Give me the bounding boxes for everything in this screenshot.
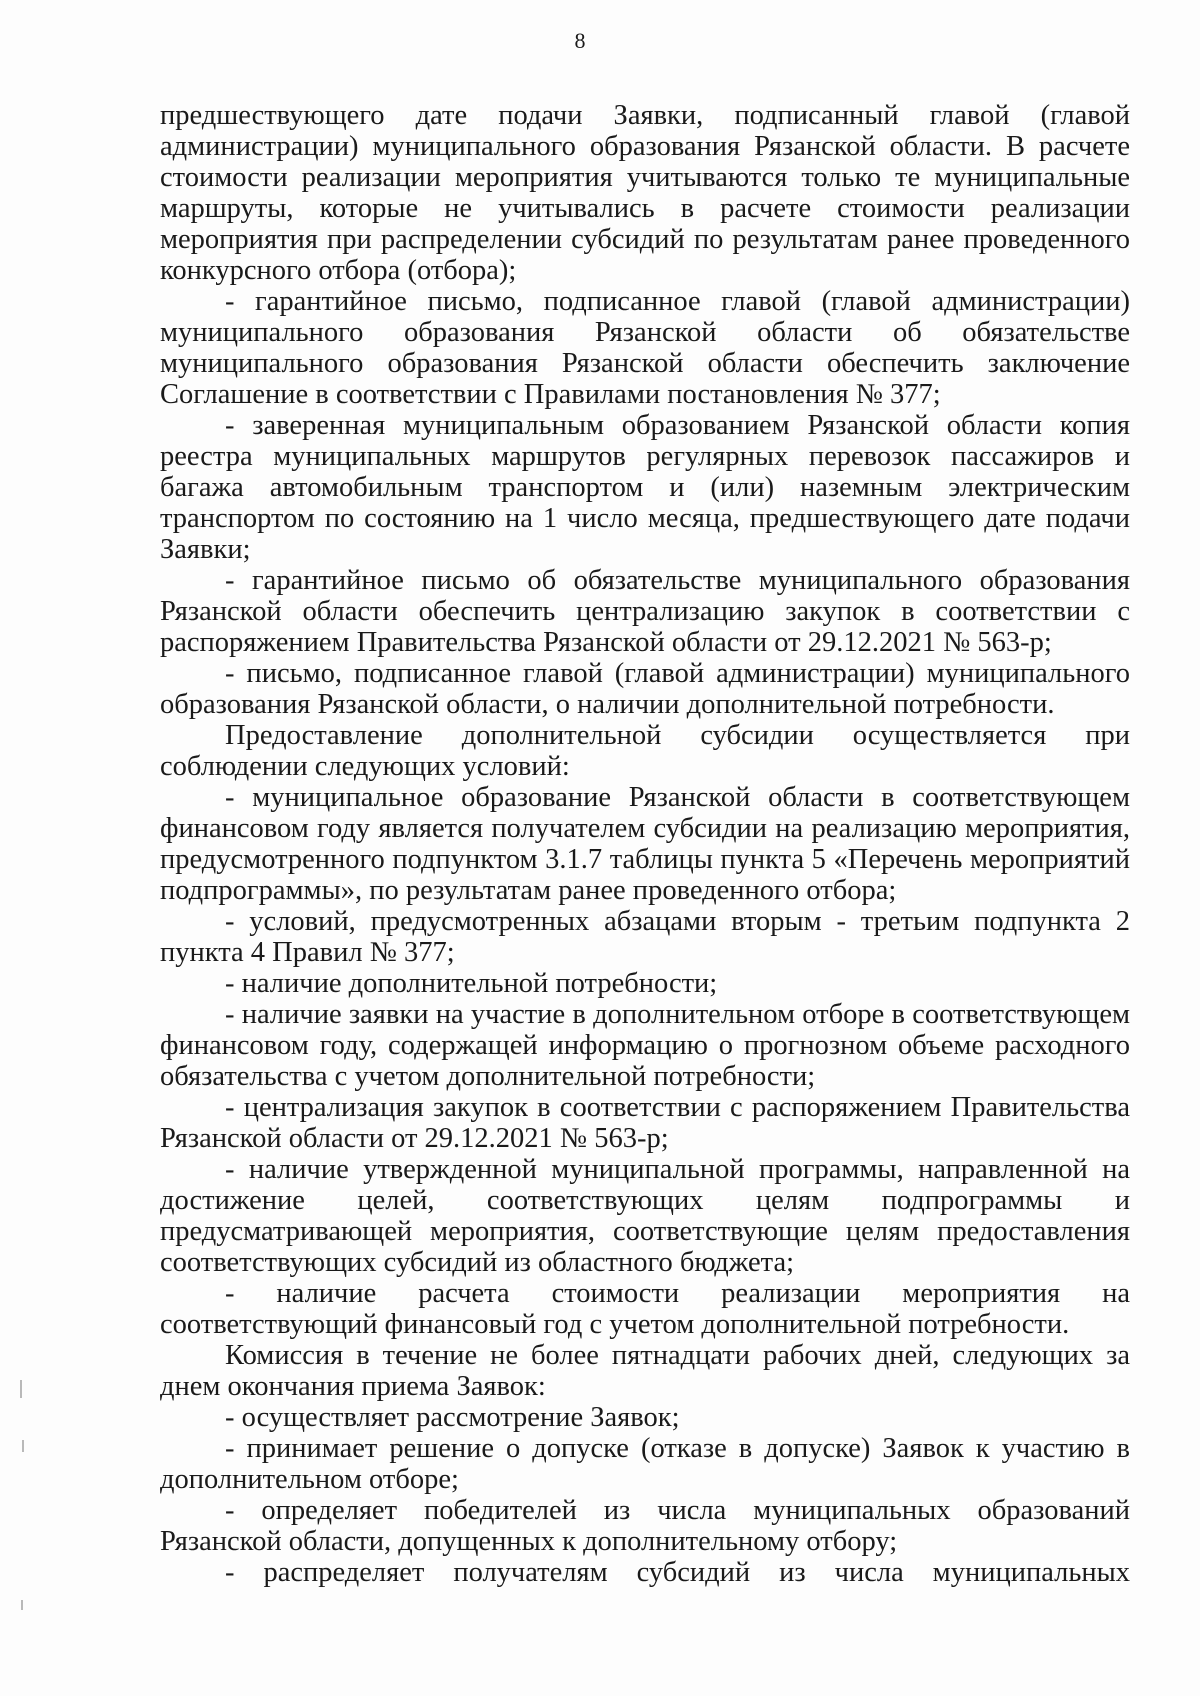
paragraph: - централизация закупок в соответствии с распоряжением Правительства Рязанской области от 29.12.2021 № 563-р; [160,1092,1130,1154]
scan-artifact [22,1440,24,1452]
paragraph: - наличие утвержденной муниципальной программы, направленной на достижение целей, соответствующих целям подпрограммы и предусматривающей мероприятия, соответствующие целям предоставления соответствующих субсидий из областного бюджета; [160,1154,1130,1278]
scan-artifact [20,1380,22,1398]
paragraph: - распределяет получателям субсидий из числа муниципальных [225,1557,1130,1588]
paragraph: - наличие расчета стоимости реализации мероприятия на соответствующий финансовый год с учетом дополнительной потребности. [160,1278,1130,1340]
paragraph: предшествующего дате подачи Заявки, подписанный главой (главой администрации) муниципального образования Рязанской области. В расчете стоимости реализации мероприятия учитываются только те муниципальные маршруты, которые не учитывались в расчете стоимости реализации мероприятия при распределении субсидий по результатам ранее проведенного конкурсного отбора (отбора); [160,100,1130,286]
paragraph: - заверенная муниципальным образованием Рязанской области копия реестра муниципальных маршрутов регулярных перевозок пассажиров и багажа автомобильным транспортом и (или) наземным электрическим транспортом по состоянию на 1 число месяца, предшествующего дате подачи Заявки; [160,410,1130,565]
paragraph: - определяет победителей из числа муниципальных образований Рязанской области, допущенных к дополнительному отбору; [160,1495,1130,1557]
paragraph: - принимает решение о допуске (отказе в допуске) Заявок к участию в дополнительном отборе; [160,1433,1130,1495]
paragraph: - гарантийное письмо об обязательстве муниципального образования Рязанской области обеспечить централизацию закупок в соответствии с распоряжением Правительства Рязанской области от 29.12.2021 № 563-р; [160,565,1130,658]
paragraph: - муниципальное образование Рязанской области в соответствующем финансовом году является получателем субсидии на реализацию мероприятия, предусмотренного подпунктом 3.1.7 таблицы пункта 5 «Перечень мероприятий подпрограммы», по результатам ранее проведенного отбора; [160,782,1130,906]
document-body [160,100,1130,1588]
paragraph: - осуществляет рассмотрение Заявок; [225,1402,680,1433]
paragraph: - наличие дополнительной потребности; [225,968,718,999]
paragraph: - письмо, подписанное главой (главой администрации) муниципального образования Рязанской области, о наличии дополнительной потребности. [160,658,1130,720]
paragraph: - наличие заявки на участие в дополнительном отборе в соответствующем финансовом году, содержащей информацию о прогнозном объеме расходного обязательства с учетом дополнительной потребности; [160,999,1130,1092]
paragraph: Предоставление дополнительной субсидии осуществляется при соблюдении следующих условий: [160,720,1130,782]
page-number: 8 [574,28,586,53]
paragraph: - гарантийное письмо, подписанное главой (главой администрации) муниципального образования Рязанской области об обязательстве муниципального образования Рязанской области обеспечить заключение Соглашение в соответствии с Правилами постановления № 377; [160,286,1130,410]
paragraph: - условий, предусмотренных абзацами вторым - третьим подпункта 2 пункта 4 Правил № 377; [160,906,1130,968]
scan-artifact [21,1600,23,1610]
paragraph: Комиссия в течение не более пятнадцати рабочих дней, следующих за днем окончания приема Заявок: [160,1340,1130,1402]
